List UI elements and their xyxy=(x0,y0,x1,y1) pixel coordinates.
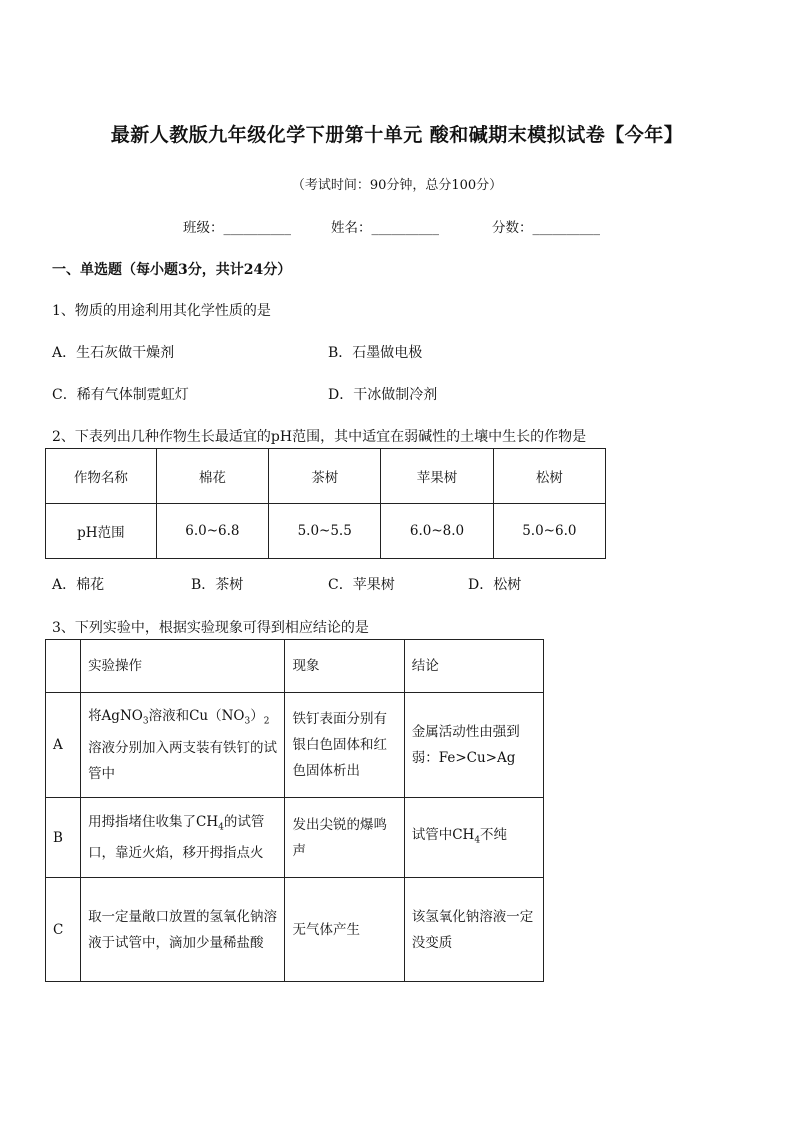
table-cell: 苹果树 xyxy=(381,449,493,504)
table-cell: pH范围 xyxy=(46,504,157,559)
ph-range-table xyxy=(45,448,606,559)
name-field: 姓名：__________ xyxy=(331,220,439,236)
q2-option-a: A．棉花 xyxy=(52,577,105,593)
table-cell: 茶树 xyxy=(269,449,381,504)
table-header-row xyxy=(46,640,544,693)
question-3-stem: 3、下列实验中，根据实验现象可得到相应结论的是 xyxy=(52,620,369,636)
table-cell: 作物名称 xyxy=(46,449,157,504)
table-cell: 棉花 xyxy=(156,449,268,504)
table-cell: 5.0~5.5 xyxy=(269,504,381,559)
experiment-table xyxy=(45,639,544,982)
question-1-stem: 1、物质的用途利用其化学性质的是 xyxy=(52,303,271,319)
table-cell: 现象 xyxy=(285,640,404,693)
q1-option-b: B．石墨做电极 xyxy=(328,345,423,361)
table-cell: 发出尖锐的爆鸣声 xyxy=(285,798,404,878)
table-cell: 将AgNO$_3$溶液和$Cu(NO_3)_2$溶液分别加入两支装有铁钉的试管中 xyxy=(81,693,285,798)
table-cell: 铁钉表面分别有银白色固体和红色固体析出 xyxy=(285,693,404,798)
table-row xyxy=(46,693,544,798)
table-row xyxy=(46,878,544,982)
class-field: 班级：__________ xyxy=(183,220,291,236)
table-cell: 5.0~6.0 xyxy=(493,504,605,559)
table-cell: 金属活动性由强到弱：Fe>Cu>Ag xyxy=(404,693,543,798)
exam-title: 最新人教版九年级化学下册第十单元 酸和碱期末模拟试卷【今年】 xyxy=(110,124,684,146)
q2-option-b: B．茶树 xyxy=(191,577,244,593)
table-cell: 用拇指堵住收集了$CH_4$的试管口，靠近火焰，移开拇指点火 xyxy=(81,798,285,878)
table-row xyxy=(46,504,606,559)
table-cell: 无气体产生 xyxy=(285,878,404,982)
exam-duration-info: （考试时间：90分钟，总分100分） xyxy=(291,178,503,193)
row-label: B xyxy=(46,798,81,878)
table-cell: 6.0~6.8 xyxy=(156,504,268,559)
table-cell: 试管中$CH_4$不纯 xyxy=(404,798,543,878)
table-cell: 该氢氧化钠溶液一定没变质 xyxy=(404,878,543,982)
table-cell xyxy=(46,640,81,693)
question-2-stem: 2、下表列出几种作物生长最适宜的pH范围，其中适宜在弱碱性的土壤中生长的作物是 xyxy=(52,429,587,445)
table-cell: 结论 xyxy=(404,640,543,693)
row-label: A xyxy=(46,693,81,798)
q2-option-d: D．松树 xyxy=(468,577,522,593)
q1-option-c: C．稀有气体制霓虹灯 xyxy=(52,387,189,403)
q1-option-a: A．生石灰做干燥剂 xyxy=(52,345,175,361)
table-cell: 实验操作 xyxy=(81,640,285,693)
table-cell: 6.0~8.0 xyxy=(381,504,493,559)
table-row xyxy=(46,798,544,878)
section-heading-single-choice: 一、单选题（每小题3分，共计24分） xyxy=(52,262,292,278)
q2-option-c: C．苹果树 xyxy=(328,577,395,593)
table-cell: 取一定量敞口放置的氢氧化钠溶液于试管中，滴加少量稀盐酸 xyxy=(81,878,285,982)
table-cell: 松树 xyxy=(493,449,605,504)
score-field: 分数：__________ xyxy=(492,220,600,236)
q1-option-d: D．干冰做制冷剂 xyxy=(328,387,438,403)
row-label: C xyxy=(46,878,81,982)
table-header-row xyxy=(46,449,606,504)
